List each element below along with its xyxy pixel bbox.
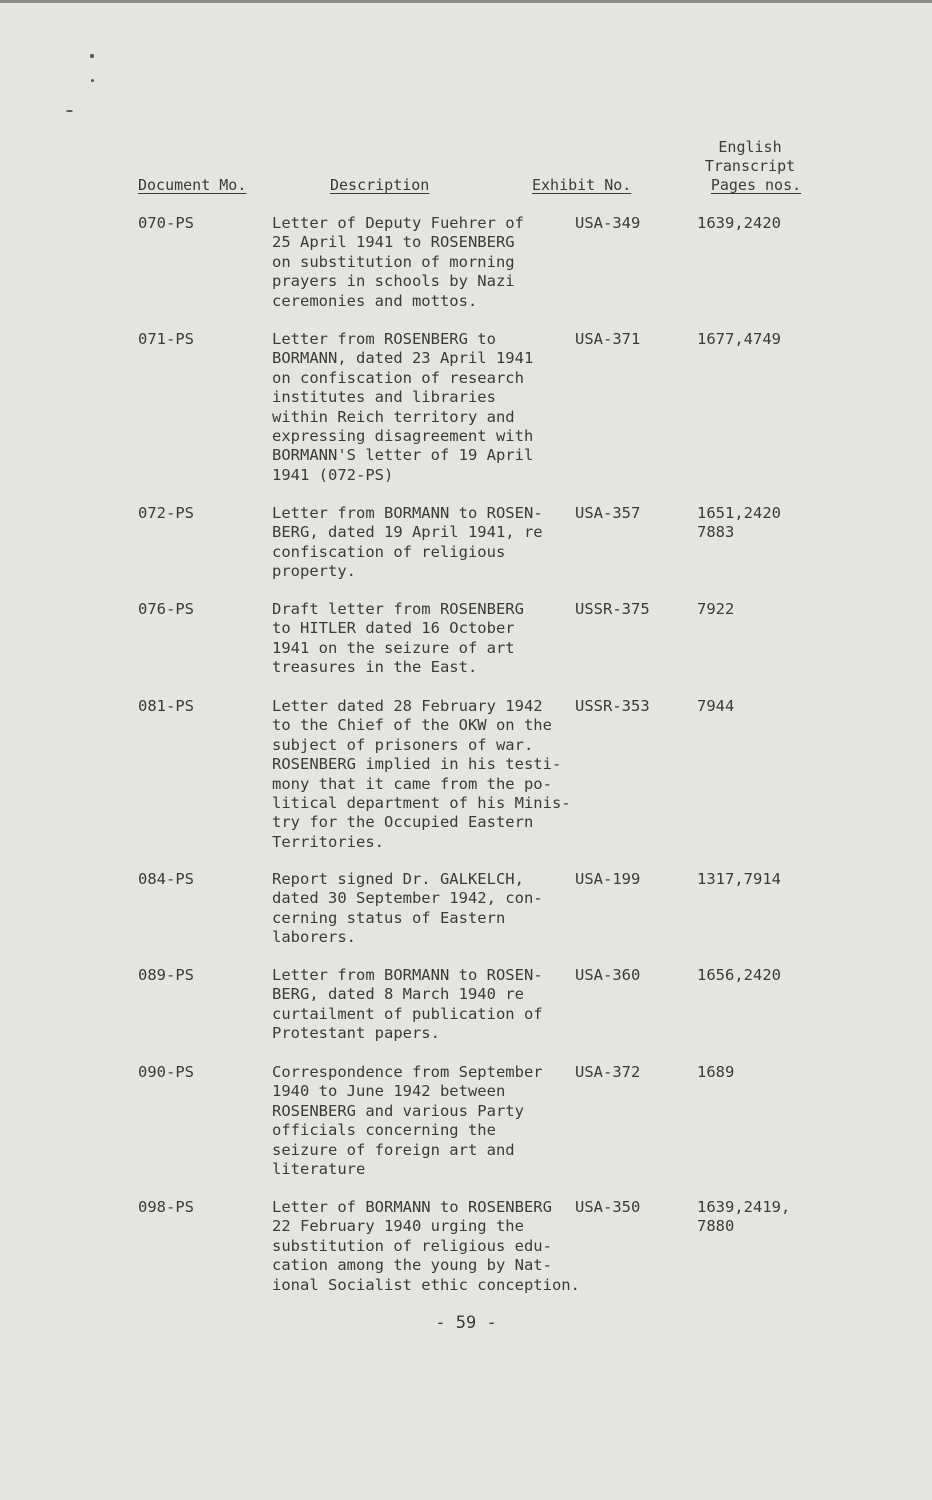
description-line: on substitution of morning [272, 252, 515, 271]
transcript-pages [697, 1198, 790, 1237]
transcript-pages-line: 1656,2420 [697, 966, 781, 984]
description-line: BORMANN, dated 23 April 1941 [272, 349, 534, 368]
description-line: cation among the young by Nat- [272, 1256, 552, 1275]
description-line: to the Chief of the OKW on the [272, 716, 552, 735]
description-line: Letter from BORMANN to ROSEN- [272, 966, 543, 984]
description [272, 1063, 543, 1179]
description-line: BORMANN'S letter of 19 April [272, 446, 534, 465]
description-line: substitution of religious edu- [272, 1236, 552, 1255]
document-number: 090-PS [138, 1063, 194, 1081]
description-line: Protestant papers. [272, 1024, 440, 1043]
top-border [0, 0, 932, 3]
description-line: property. [272, 562, 356, 581]
description [272, 966, 543, 1044]
exhibit-number: USA-371 [575, 330, 641, 348]
header-description: Description [330, 176, 430, 194]
description-line: on confiscation of research [272, 368, 524, 387]
description-line: treasures in the East. [272, 658, 478, 677]
description-line: dated 30 September 1942, con- [272, 889, 543, 908]
exhibit-number: USSR-353 [575, 697, 650, 715]
document-number: 089-PS [138, 966, 194, 984]
description-line: within Reich territory and [272, 407, 515, 426]
document-number: 081-PS [138, 697, 194, 715]
transcript-pages-line: 7944 [697, 697, 735, 715]
exhibit-number: USA-349 [575, 214, 641, 232]
description [272, 1198, 580, 1295]
header-exhibit-no: Exhibit No. [532, 176, 632, 194]
description-line: Letter from ROSENBERG to [272, 330, 496, 348]
transcript-pages [697, 330, 781, 349]
description-line: ROSENBERG and various Party [272, 1101, 524, 1120]
description-line: 25 April 1941 to ROSENBERG [272, 233, 515, 252]
description-line: 22 February 1940 urging the [272, 1217, 524, 1236]
document-number: 098-PS [138, 1198, 194, 1216]
description-line: Letter of BORMANN to ROSENBERG [272, 1198, 552, 1216]
page-number: - 59 - [435, 1313, 497, 1333]
transcript-pages [697, 600, 734, 619]
header-transcript-line-3: Pages nos. [710, 176, 802, 194]
description-line: mony that it came from the po- [272, 774, 552, 793]
document-number: 084-PS [138, 870, 194, 888]
exhibit-number: USA-357 [575, 504, 641, 522]
transcript-pages [697, 1063, 734, 1082]
description-line: cerning status of Eastern [272, 908, 506, 927]
description-line: officials concerning the [272, 1121, 496, 1140]
description-line: Territories. [272, 832, 384, 851]
description [272, 330, 533, 485]
transcript-pages-line: 1639,2420 [697, 214, 781, 232]
description [272, 600, 524, 678]
scan-speck [66, 110, 73, 112]
document-number: 072-PS [138, 504, 194, 522]
transcript-pages [697, 504, 781, 543]
description-line: seizure of foreign art and [272, 1140, 515, 1159]
description-line: 1941 on the seizure of art [272, 638, 515, 657]
header-document-no: Document Mo. [138, 176, 247, 194]
description [272, 870, 543, 948]
description-line: subject of prisoners of war. [272, 735, 534, 754]
transcript-pages-line: 1689 [697, 1063, 735, 1081]
transcript-pages-line: 7880 [697, 1217, 735, 1236]
description-line: litical department of his Minis- [272, 794, 571, 813]
scan-speck [90, 54, 94, 58]
document-number: 070-PS [138, 214, 194, 232]
description-line: BERG, dated 19 April 1941, re [272, 523, 543, 542]
transcript-pages-line: 1639,2419, [697, 1198, 791, 1216]
exhibit-number: USSR-375 [575, 600, 650, 618]
description-line: Letter of Deputy Fuehrer of [272, 214, 524, 232]
description-line: to HITLER dated 16 October [272, 619, 515, 638]
transcript-pages-line: 1677,4749 [697, 330, 781, 348]
description-line: laborers. [272, 928, 356, 947]
description-line: Letter dated 28 February 1942 [272, 697, 543, 715]
description-line: 1941 (072-PS) [272, 465, 394, 484]
transcript-pages-line: 1651,2420 [697, 504, 781, 522]
description-line: 1940 to June 1942 between [272, 1082, 506, 1101]
description-line: Report signed Dr. GALKELCH, [272, 870, 524, 888]
description-line: BERG, dated 8 March 1940 re [272, 985, 524, 1004]
description [272, 504, 543, 582]
description-line: ROSENBERG implied in his testi- [272, 755, 562, 774]
document-number: 076-PS [138, 600, 194, 618]
description [272, 214, 524, 311]
exhibit-number: USA-372 [575, 1063, 641, 1081]
description-line: Correspondence from September [272, 1063, 543, 1081]
description-line: try for the Occupied Eastern [272, 813, 534, 832]
exhibit-number: USA-199 [575, 870, 641, 888]
transcript-pages-line: 7883 [697, 523, 735, 542]
description-line: Draft letter from ROSENBERG [272, 600, 524, 618]
description-line: confiscation of religious [272, 542, 506, 561]
header-transcript-line-2: Transcript [704, 157, 796, 175]
description-line: ceremonies and mottos. [272, 291, 478, 310]
exhibit-number: USA-360 [575, 966, 641, 984]
transcript-pages [697, 697, 734, 716]
transcript-pages [697, 214, 781, 233]
description-line: literature [272, 1160, 366, 1179]
description-line: ional Socialist ethic conception. [272, 1275, 580, 1294]
description-line: expressing disagreement with [272, 427, 534, 446]
description-line: prayers in schools by Nazi [272, 272, 515, 291]
transcript-pages-line: 7922 [697, 600, 735, 618]
description-line: institutes and libraries [272, 388, 496, 407]
transcript-pages [697, 870, 781, 889]
description [272, 697, 571, 852]
description-line: Letter from BORMANN to ROSEN- [272, 504, 543, 522]
transcript-pages [697, 966, 781, 985]
transcript-pages-line: 1317,7914 [697, 870, 781, 888]
document-number: 071-PS [138, 330, 194, 348]
description-line: curtailment of publication of [272, 1004, 543, 1023]
exhibit-number: USA-350 [575, 1198, 641, 1216]
scan-speck [91, 79, 94, 82]
header-transcript-line-1: English [718, 138, 782, 156]
